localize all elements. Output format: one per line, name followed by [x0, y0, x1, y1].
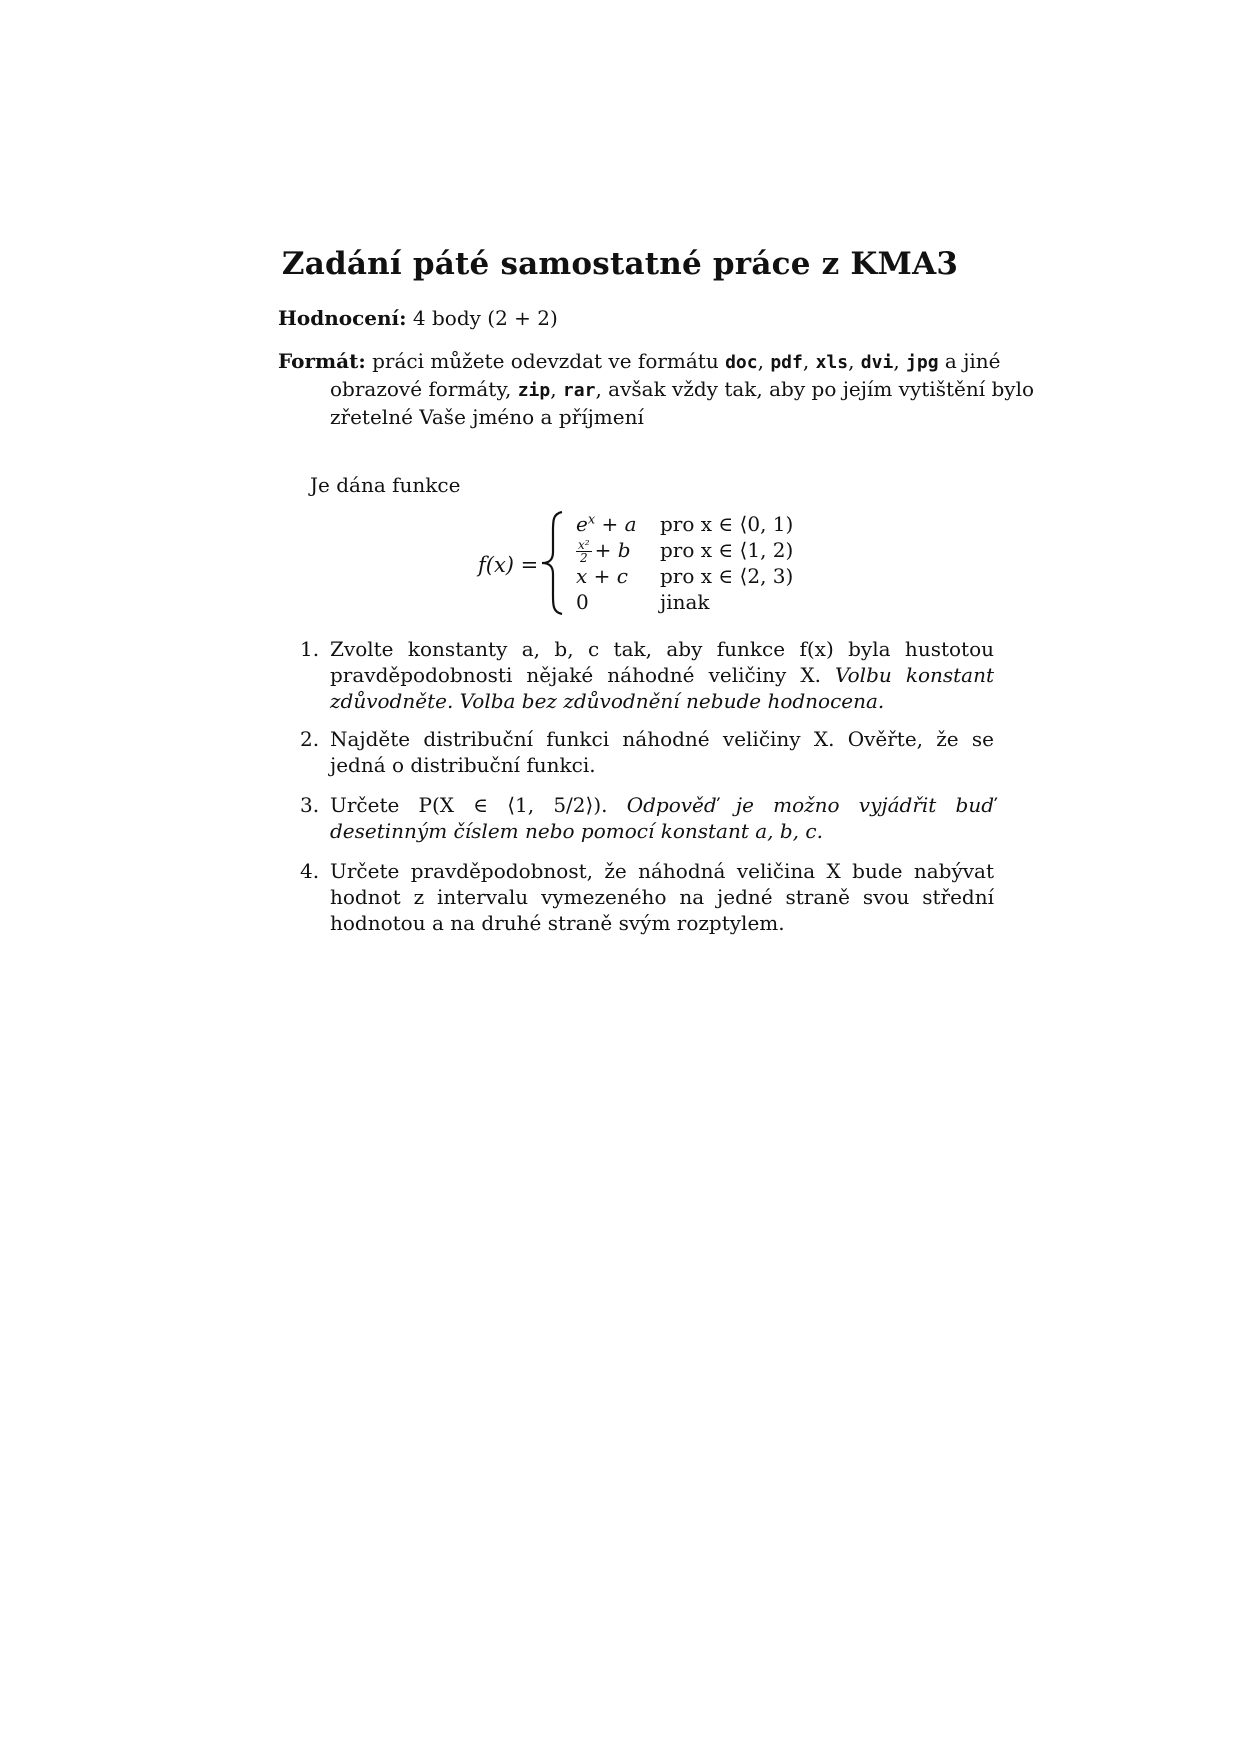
case-2-cond: pro x ∈ ⟨1, 2) — [660, 538, 794, 562]
format-zip: zip — [517, 380, 551, 401]
case-4-expr: 0 — [576, 590, 589, 614]
format-line1-text: práci můžete odevzdat ve formátu — [372, 349, 719, 373]
format-pdf: pdf — [770, 352, 803, 373]
format-line2-end: , avšak vždy tak, aby po jejím vytištění bylo — [595, 377, 1035, 401]
hodnoceni-value: 4 body (2 + 2) — [412, 306, 558, 330]
item-text: Najděte distribuční funkci náhodné veličiny X. Ověřte, že se jedná o distribuční funkci. — [330, 727, 994, 777]
format-line-1: Formát: práci můžete odevzdat ve formátu doc, pdf, xls, dvi, jpg a jiné — [278, 349, 1001, 373]
hodnoceni-label: Hodnocení: — [278, 306, 407, 330]
format-line-2: obrazové formáty, zip, rar, avšak vždy tak, aby po jejím vytištění bylo — [330, 377, 1035, 401]
item-text: Určete P(X ∈ ⟨1, 5/2⟩). Odpověď je možno vyjádřit buď desetinným číslem nebo pomocí konstant a, b, c. — [330, 793, 995, 843]
case-3-cond: pro x ∈ ⟨2, 3) — [660, 564, 794, 588]
case-1 — [576, 512, 794, 536]
item-number: 1. — [300, 637, 320, 661]
hodnoceni-line — [278, 305, 558, 331]
curly-brace-icon — [536, 508, 570, 618]
case-4-cond: jinak — [660, 590, 710, 614]
item-text: Určete pravděpodobnost, že náhodná veličina X bude nabývat hodnot z intervalu vymezeného na jedné straně svou střední hodnotou a na druhé straně svým rozptylem. — [330, 859, 994, 935]
intro-text: Je dána funkce — [310, 473, 461, 497]
list-item — [300, 858, 994, 936]
list-item — [300, 726, 994, 778]
page-title: Zadání páté samostatné práce z KMA3 — [281, 246, 959, 282]
case-4 — [576, 590, 710, 614]
function-lhs: f(x) = — [478, 553, 539, 577]
format-label: Formát: — [278, 349, 366, 373]
format-line2-start: obrazové formáty, — [330, 377, 512, 401]
case-3-expr: x + c — [576, 564, 628, 588]
item-number: 3. — [300, 793, 320, 817]
list-item — [300, 636, 994, 714]
case-2-expr: $\frac{\text{x²}}{2}$ + b — [578, 538, 631, 565]
item-number: 2. — [300, 727, 320, 751]
format-rar: rar — [562, 380, 596, 401]
format-dvi: dvi — [860, 352, 894, 373]
item-number: 4. — [300, 859, 320, 883]
format-doc: doc — [725, 352, 758, 373]
format-paragraph — [278, 348, 1035, 430]
case-3 — [576, 564, 794, 588]
format-line1-end: a jiné — [944, 349, 1001, 373]
item-text: Zvolte konstanty a, b, c tak, aby funkce f(x) byla hustotou pravděpodobnosti nějaké náhodné veličiny X. Volbu konstant zdůvodněte. Volba bez zdůvodnění nebude hodnocena. — [330, 637, 995, 713]
format-line-3: zřetelné Vaše jméno a příjmení — [330, 405, 644, 429]
case-2 — [576, 538, 794, 565]
format-jpg: jpg — [906, 352, 939, 373]
case-1-cond: pro x ∈ ⟨0, 1) — [660, 512, 794, 536]
list-item — [300, 792, 994, 844]
case-1-expr: $e^x + a$ — [576, 512, 637, 536]
format-xls: xls — [815, 352, 849, 373]
